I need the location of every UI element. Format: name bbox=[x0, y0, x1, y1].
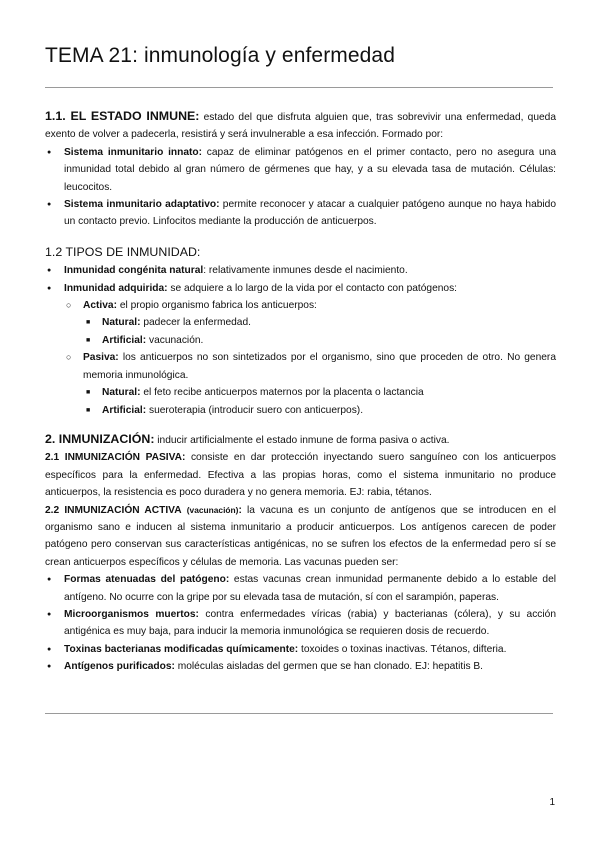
page-number: 1 bbox=[549, 797, 555, 808]
term: Sistema inmunitario adaptativo: bbox=[64, 199, 220, 211]
section-inmunizacion-activa bbox=[45, 502, 556, 572]
section-heading: 1.2 TIPOS DE INMUNIDAD: bbox=[45, 244, 201, 259]
term: Microorganismos muertos: bbox=[64, 608, 199, 620]
section-tipos-inmunidad bbox=[45, 244, 556, 262]
section-text: estado del que disfruta alguien que, tras sobrevivir una enfermedad, queda exento de volver a padecerla, resistirá y será invulnerable a esa infección. Formado por: bbox=[45, 112, 556, 141]
list-item bbox=[64, 297, 556, 349]
document-body bbox=[45, 108, 556, 676]
section-text: consiste en dar protección inyectando suero sanguíneo con los anticuerpos específicos para la enfermedad. Efectiva a las propias horas, como el sistema inmunitario no produce anticuerpos, la resistencia es poco duradera y no genera memoria. EJ: rabia, tétanos. bbox=[45, 452, 556, 499]
term: Pasiva: bbox=[83, 352, 119, 364]
item-text: capaz de eliminar patógenos en el primer contacto, pero no asegura una inmunidad total debido al gran número de gérmenes que hay, y a su elevada tasa de mutación. Células: leucocitos. bbox=[64, 146, 556, 193]
list-item bbox=[45, 658, 556, 675]
sub-sub-list bbox=[83, 384, 556, 419]
section-heading: 2. INMUNIZACIÓN: bbox=[45, 431, 155, 446]
list-item bbox=[45, 262, 556, 279]
item-text: toxoides o toxinas inactivas. Tétanos, difteria. bbox=[298, 643, 507, 655]
term: Antígenos purificados: bbox=[64, 661, 175, 673]
item-text: el propio organismo fabrica los anticuerpos: bbox=[116, 300, 317, 312]
section-heading: 1.1. EL ESTADO INMUNE: bbox=[45, 109, 200, 123]
term: Activa: bbox=[83, 300, 117, 312]
list-item bbox=[45, 606, 556, 641]
term: Sistema inmunitario innato: bbox=[64, 146, 203, 158]
list-item bbox=[83, 314, 556, 331]
list-item bbox=[45, 641, 556, 658]
item-text: vacunación. bbox=[146, 334, 204, 346]
term: Inmunidad adquirida: bbox=[64, 282, 168, 294]
list-item bbox=[83, 402, 556, 419]
list-item bbox=[45, 280, 556, 419]
item-text: sueroterapia (introducir suero con anticuerpos). bbox=[146, 404, 364, 416]
term: Inmunidad congénita natural bbox=[64, 265, 204, 277]
page-title: TEMA 21: inmunología y enfermedad bbox=[45, 44, 395, 67]
item-text: moléculas aisladas del germen que se han clonado. EJ: hepatitis B. bbox=[174, 661, 484, 673]
item-text: los anticuerpos no son sintetizados por el organismo, sino que proceden de otro. No genera memoria inmunológica. bbox=[83, 352, 556, 381]
term: Natural: bbox=[102, 317, 141, 329]
section-estado-inmune bbox=[45, 108, 556, 144]
sub-list bbox=[64, 297, 556, 419]
list-item bbox=[45, 196, 556, 231]
subsection-note: (vacunación) bbox=[186, 504, 239, 515]
subsection-heading: 2.1 INMUNIZACIÓN PASIVA: bbox=[45, 452, 186, 464]
section-inmunizacion-pasiva bbox=[45, 449, 556, 501]
bottom-divider bbox=[45, 713, 553, 714]
item-text: contra enfermedades víricas (rabia) y bacterianas (cólera), y su acción antigénica es muy baja, para inducir la memoria inmunológica se requieren dosis de recuerdo. bbox=[64, 608, 556, 638]
section-inmunizacion bbox=[45, 431, 556, 449]
item-text: permite reconocer y atacar a cualquier patógeno aunque no haya habido un contacto previo. Linfocitos mediante la producción de anticuerpos. bbox=[64, 199, 556, 228]
item-text: se adquiere a lo largo de la vida por el contacto con patógenos: bbox=[167, 282, 457, 294]
item-text: : relativamente inmunes desde el nacimiento. bbox=[203, 265, 408, 277]
term: Toxinas bacterianas modificadas químicamente: bbox=[64, 643, 299, 655]
section-text: inducir artificialmente el estado inmune de forma pasiva o activa. bbox=[154, 434, 450, 446]
list-item bbox=[83, 332, 556, 349]
subsection-heading: 2.2 INMUNIZACIÓN ACTIVA bbox=[45, 504, 182, 516]
item-text: padecer la enfermedad. bbox=[140, 317, 251, 329]
list-item bbox=[45, 571, 556, 606]
term: Artificial: bbox=[102, 404, 147, 416]
subsection-colon: : bbox=[238, 504, 242, 516]
item-text: estas vacunas crean inmunidad permanente debido a lo estable del antígeno. No ocurre con la gripe por su elevada tasa de mutación, sí con el sarampión, paperas. bbox=[64, 574, 556, 603]
bullet-list bbox=[45, 144, 556, 231]
bullet-list bbox=[45, 262, 556, 419]
term: Artificial: bbox=[102, 334, 147, 346]
list-item bbox=[83, 384, 556, 401]
bullet-list bbox=[45, 571, 556, 675]
sub-sub-list bbox=[83, 314, 556, 349]
term: Formas atenuadas del patógeno: bbox=[64, 574, 230, 586]
term: Natural: bbox=[102, 387, 141, 399]
title-divider bbox=[45, 87, 553, 88]
list-item bbox=[64, 349, 556, 419]
list-item bbox=[45, 144, 556, 196]
item-text: el feto recibe anticuerpos maternos por la placenta o lactancia bbox=[140, 387, 424, 399]
section-text: la vacuna es un conjunto de antígenos que se introducen en el organismo sano e inducen al sistema inmunitario a producir anticuerpos. Los antígenos carecen de poder patógeno pero conservan sus características antigénicas, no se sufren los efectos de la enfermedad pero sí se crean anticuerpos específicos y células de memoria. Las vacunas pueden ser: bbox=[45, 504, 557, 568]
